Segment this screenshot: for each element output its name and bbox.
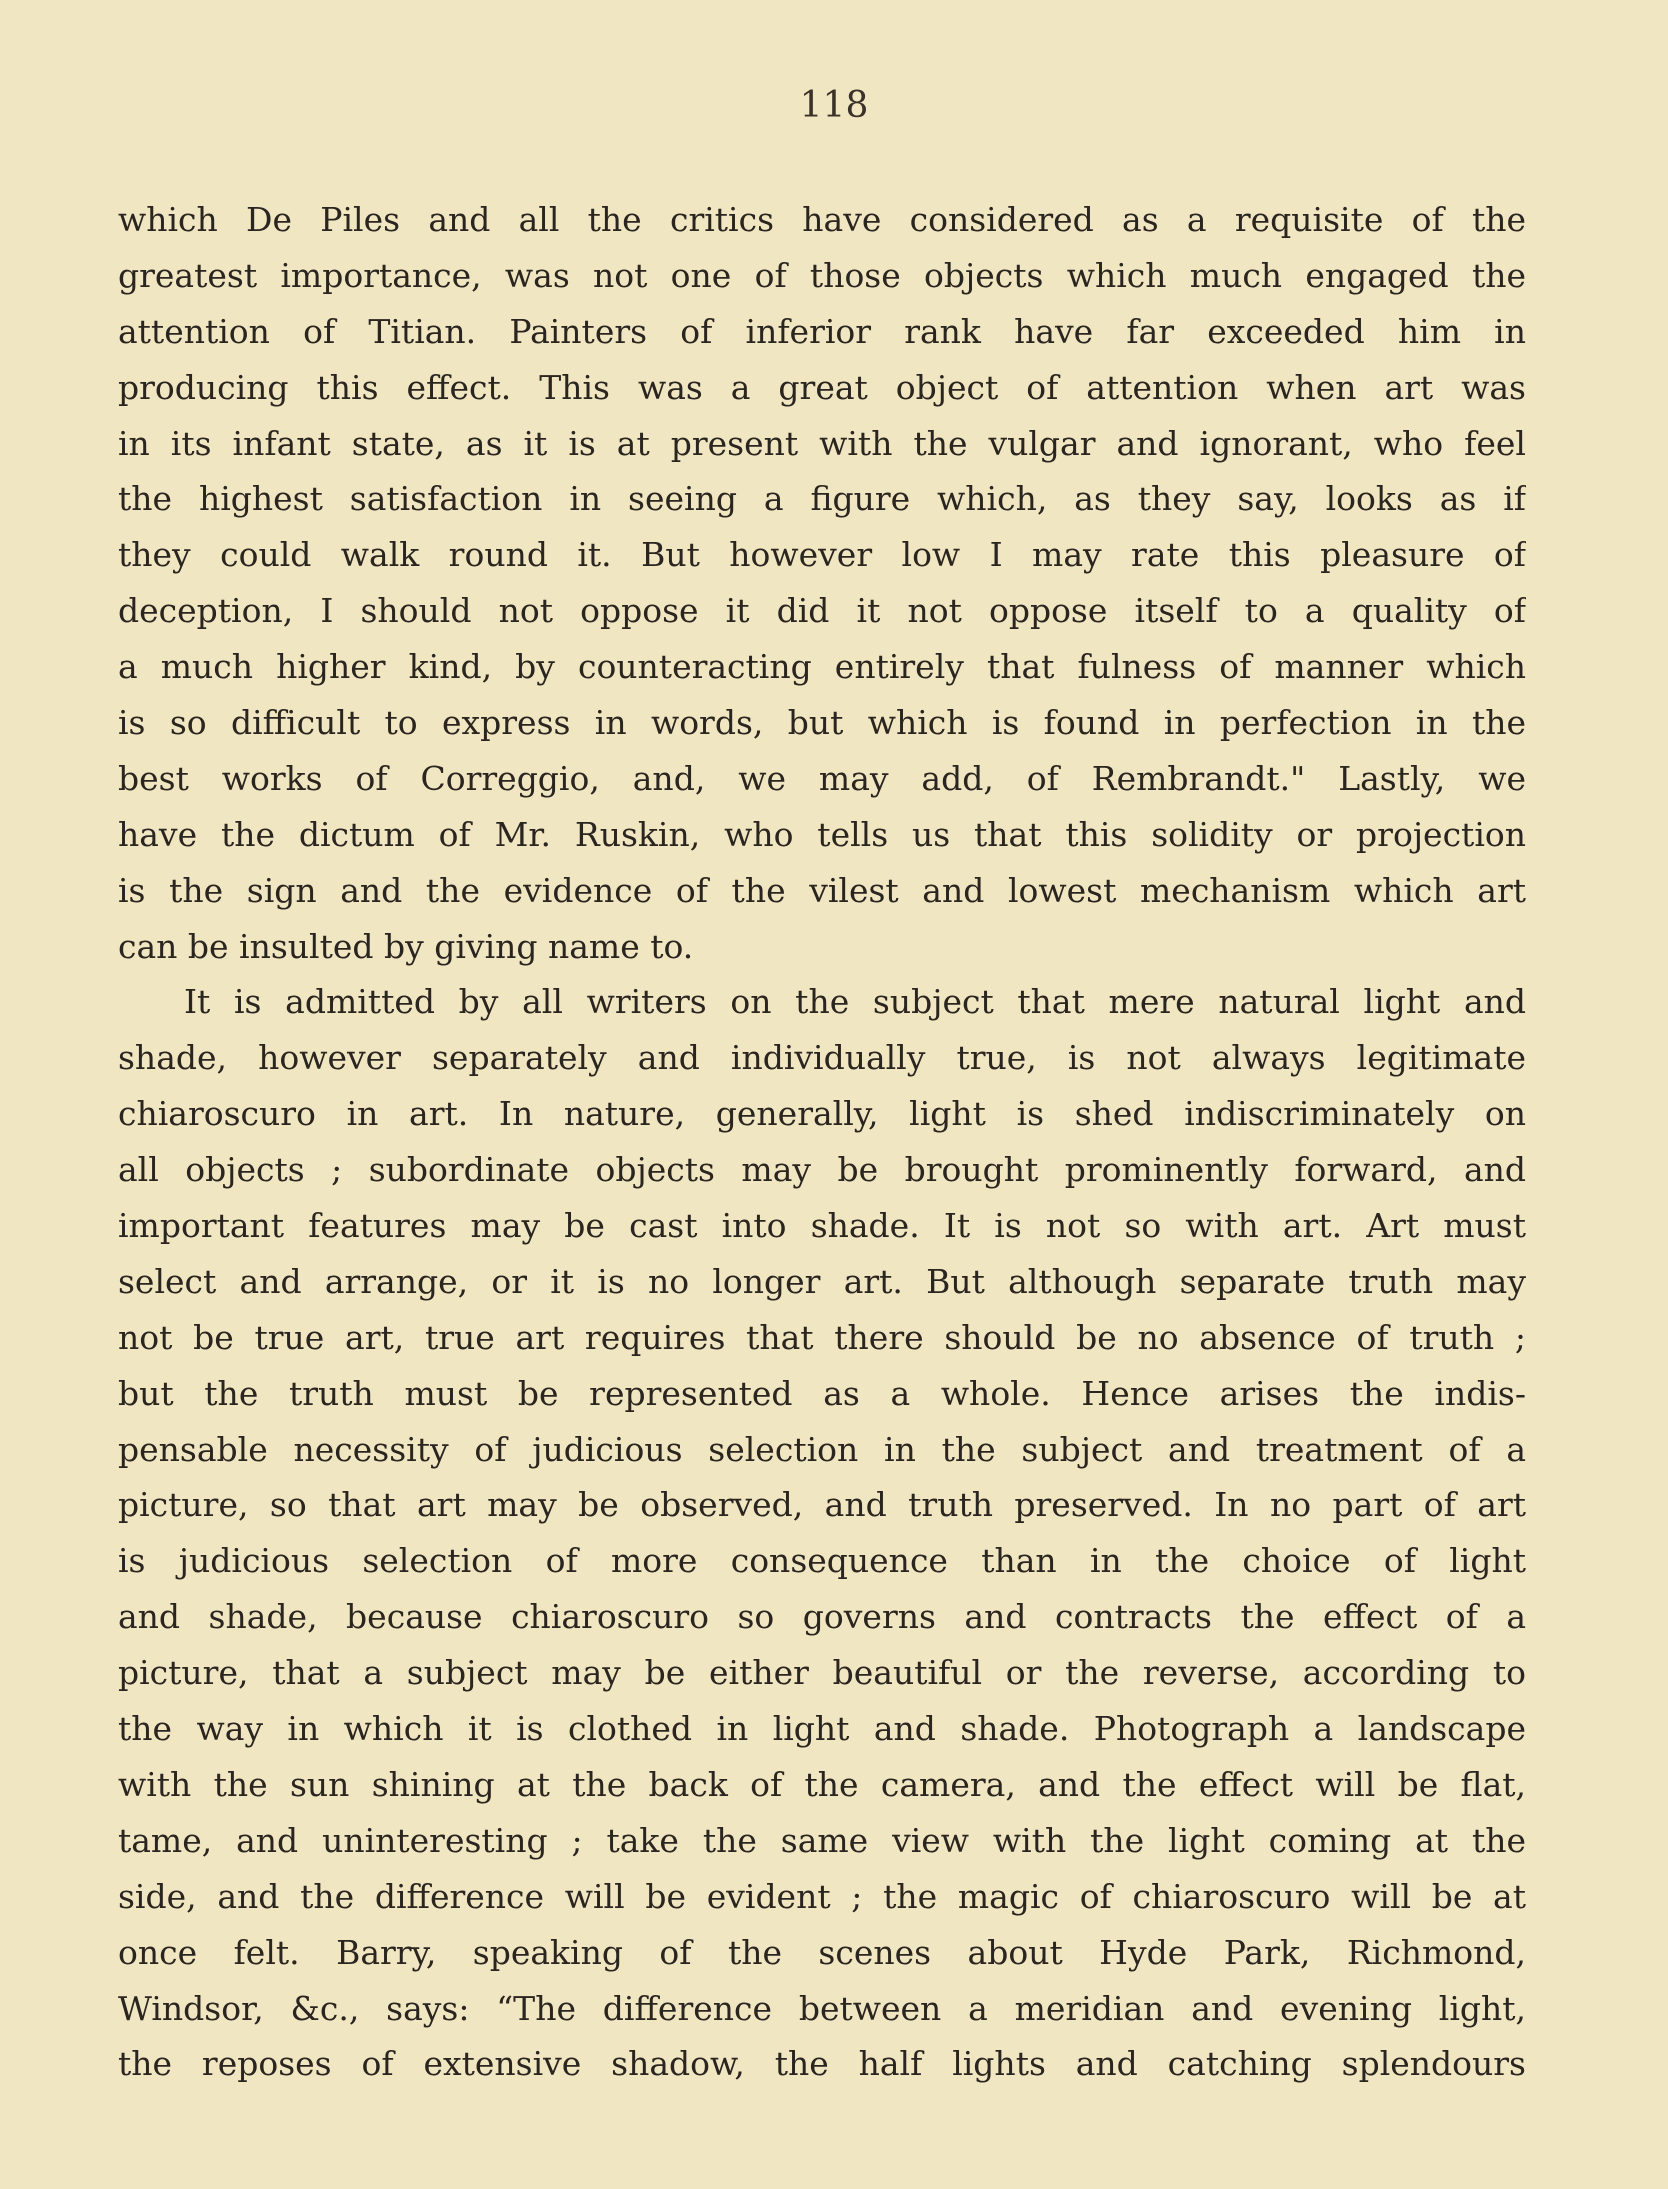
- paragraph-end-line: can be insulted by giving name to.: [118, 926, 694, 966]
- text-line: and shade, because chiaroscuro so governs and contracts the effect of a: [118, 1597, 1526, 1637]
- text-line: pensable necessity of judicious selection in the subject and treatment of a: [118, 1429, 1526, 1469]
- text-line: is the sign and the evidence of the vilest and lowest mechanism which art: [118, 870, 1526, 910]
- text-line: once felt. Barry, speaking of the scenes about Hyde Park, Richmond,: [118, 1932, 1526, 1972]
- text-line: is so difficult to express in words, but which is found in perfection in the: [118, 703, 1526, 743]
- text-line: shade, however separately and individually true, is not always legitimate: [118, 1038, 1526, 1078]
- text-line: which De Piles and all the critics have considered as a requisite of the: [118, 200, 1526, 239]
- text-line: best works of Correggio, and, we may add, of Rembrandt." Lastly, we: [118, 758, 1526, 798]
- text-line: Windsor, &c., says: “The difference between a meridian and evening light,: [118, 1988, 1526, 2028]
- text-line: producing this effect. This was a great object of attention when art was: [118, 367, 1526, 407]
- body-text: [118, 192, 1526, 2092]
- text-line: with the sun shining at the back of the camera, and the effect will be flat,: [118, 1764, 1526, 1804]
- text-line: select and arrange, or it is no longer art. But although separate truth may: [118, 1261, 1526, 1301]
- text-line: the highest satisfaction in seeing a figure which, as they say, looks as if: [118, 479, 1526, 519]
- text-line: in its infant state, as it is at present with the vulgar and ignorant, who feel: [118, 423, 1526, 463]
- text-line: the way in which it is clothed in light and shade. Photograph a landscape: [118, 1709, 1526, 1749]
- text-line: they could walk round it. But however low I may rate this pleasure of: [118, 535, 1526, 575]
- text-line: but the truth must be represented as a whole. Hence arises the indis-: [118, 1373, 1526, 1413]
- text-line: attention of Titian. Painters of inferior rank have far exceeded him in: [118, 311, 1526, 351]
- text-line: important features may be cast into shade. It is not so with art. Art must: [118, 1206, 1526, 1246]
- text-line: picture, that a subject may be either beautiful or the reverse, according to: [118, 1653, 1526, 1693]
- text-line: is judicious selection of more consequence than in the choice of light: [118, 1541, 1526, 1581]
- text-line: greatest importance, was not one of those objects which much engaged the: [118, 255, 1526, 295]
- page-number: 118: [799, 85, 869, 126]
- paragraph-start-line: It is admitted by all writers on the subject that mere natural light and: [184, 982, 1526, 1022]
- text-line: a much higher kind, by counteracting entirely that fulness of manner which: [118, 647, 1526, 687]
- text-line: the reposes of extensive shadow, the half lights and catching splendours: [118, 2044, 1526, 2084]
- text-line: side, and the difference will be evident ; the magic of chiaroscuro will be at: [118, 1876, 1526, 1916]
- text-line: all objects ; subordinate objects may be brought prominently forward, and: [118, 1150, 1526, 1190]
- text-line: have the dictum of Mr. Ruskin, who tells us that this solidity or projection: [118, 814, 1526, 854]
- text-line: tame, and uninteresting ; take the same view with the light coming at the: [118, 1820, 1526, 1860]
- text-line: not be true art, true art requires that there should be no absence of truth ;: [118, 1317, 1526, 1357]
- text-line: picture, so that art may be observed, and truth preserved. In no part of art: [118, 1485, 1526, 1525]
- text-line: chiaroscuro in art. In nature, generally, light is shed indiscriminately on: [118, 1094, 1526, 1134]
- text-line: deception, I should not oppose it did it not oppose itself to a quality of: [118, 591, 1526, 631]
